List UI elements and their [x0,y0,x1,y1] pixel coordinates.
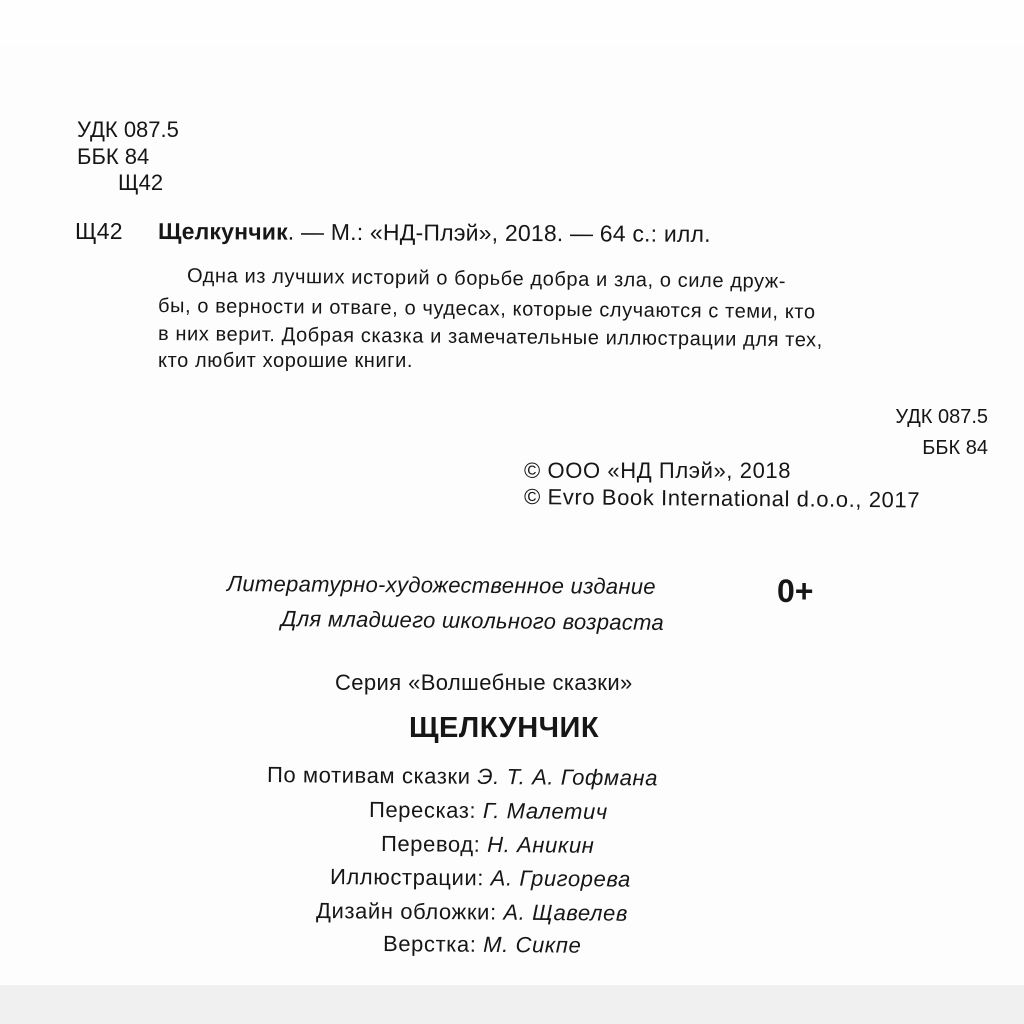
udk-code-right: УДК 087.5 [895,406,988,428]
age-rating-badge: 0+ [777,573,814,609]
credit-role: Иллюстрации: [329,864,485,891]
book-title: ЩЕЛКУНЧИК [409,712,600,744]
credit-cover-design [316,898,628,927]
annotation-line-4: кто любит хорошие книги. [158,350,414,372]
credit-name: Г. Малетич [482,797,608,825]
credit-role: Пересказ: [368,797,477,823]
bbk-code: ББК 84 [77,144,150,169]
credit-name: А. Щавелев [503,899,629,926]
credit-name: Э. Т. А. Гофмана [477,763,659,791]
copyright-rights-holder: © Evro Book International d.o.o., 2017 [523,484,921,513]
annotation-line-2: бы, о верности и отваге, о чудесах, которые случаются с теми, кто [157,295,816,324]
series-name: Серия «Волшебные сказки» [335,670,633,695]
credit-illustrations [330,864,631,893]
credit-name: Н. Аникин [487,831,595,858]
edition-audience: Для младшего школьного возраста [280,606,665,636]
entry-title: Щелкунчик [157,218,288,245]
credit-name: А. Григорева [490,865,631,892]
credit-role: Перевод: [380,831,481,857]
credit-translation [381,831,595,859]
bbk-code-right: ББК 84 [922,437,988,459]
annotation-line-1: Одна из лучших историй о борьбе добра и зла, о силе друж- [186,265,787,293]
udk-code: УДК 087.5 [77,117,179,142]
credit-name: М. Сикпе [483,931,582,958]
credit-role: Дизайн обложки: [315,898,497,925]
credit-retelling [369,797,608,825]
credit-based-on [267,762,658,791]
page-top-edge [0,0,1024,46]
credit-role: Верстка: [382,931,477,957]
credit-layout [383,931,582,959]
entry-details: . — М.: «НД-Плэй», 2018. — 64 с.: илл. [287,218,711,247]
page-bottom-edge [0,985,1024,1024]
entry-mark: Щ42 [75,218,123,244]
credit-role: По мотивам сказки [266,762,471,789]
edition-type: Литературно-художественное издание [226,571,656,599]
copyright-publisher: © ООО «НД Плэй», 2018 [524,458,792,483]
bibliographic-entry [158,218,711,248]
annotation-line-3: в них верит. Добрая сказка и замечательные иллюстрации для тех, [157,323,823,352]
author-mark: Щ42 [118,170,164,195]
